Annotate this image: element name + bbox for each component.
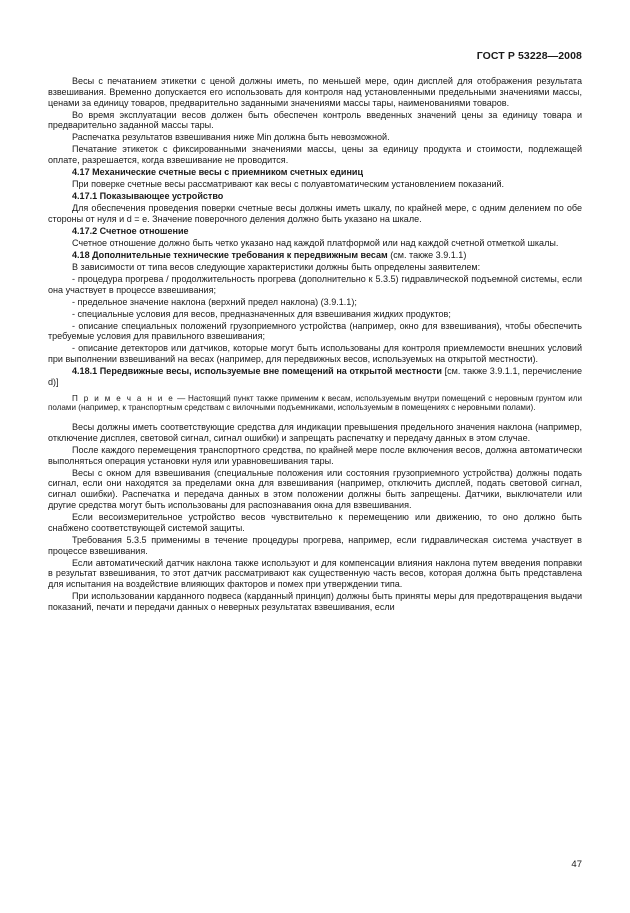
document-body — [48, 76, 582, 614]
section-heading-4-17-2: 4.17.2 Счетное отношение — [72, 225, 189, 236]
list-item: - описание детекторов или датчиков, которые могут быть использованы для контроля приемлемости внешних условий при выполнении взвешиваний на весах (например, для передвижных весов, используемых на открытой местности). — [48, 343, 582, 365]
section-heading-4-17-1: 4.17.1 Показывающее устройство — [72, 191, 224, 202]
paragraph: После каждого перемещения транспортного средства, по крайней мере после включения весов, должна автоматически выполняться операция установки нуля или уравновешивания тары. — [48, 444, 582, 466]
section-heading-4-18-1-title: 4.18.1 Передвижные весы, используемые вне помещений на открытой местности — [72, 366, 442, 377]
note-text: — Настоящий пункт также применим к весам, используемым внутри помещений с неровным грунтом или полами (например, к транспортным средствам с вилочными подъемниками, используемым в помещениях с неровными полами). — [48, 393, 582, 413]
paragraph: При поверке счетные весы рассматривают как весы с полуавтоматическим установлением показаний. — [72, 179, 505, 190]
paragraph: Если весоизмерительное устройство весов чувствительно к перемещению или движению, то оно должно быть снабжено соответствующей системой защиты. — [48, 512, 582, 533]
paragraph: Счетное отношение должно быть четко указано над каждой платформой или над каждой счетной отметкой шкалы. — [72, 237, 559, 248]
section-heading-4-18-1 — [48, 366, 582, 388]
paragraph: Печатание этикеток с фиксированными значениями массы, цены за единицу продукта и стоимости, подлежащей оплате, разрешается, когда взвешивание не проводится. — [48, 144, 582, 166]
section-heading-4-18-title: 4.18 Дополнительные технические требования к передвижным весам — [72, 249, 388, 260]
paragraph: В зависимости от типа весов следующие характеристики должны быть определены заявителем: — [72, 261, 481, 272]
section-heading-4-18 — [48, 250, 582, 261]
section-heading-4-18-1-ref: [см. также 3.9.1.1, перечисление d)] — [48, 366, 583, 387]
document-id-header: ГОСТ Р 53228—2008 — [476, 50, 582, 62]
paragraph: Требования 5.3.5 применимы в течение процедуры прогрева, например, если гидравлическая система участвует в процессе взвешивания. — [48, 534, 582, 556]
section-heading-4-18-ref: (см. также 3.9.1.1) — [387, 249, 467, 260]
list-item: - предельное значение наклона (верхний предел наклона) (3.9.1.1); — [72, 296, 357, 307]
list-item: - описание специальных положений грузоприемного устройства (например, окно для взвешивания), чтобы обеспечить требуемые условия для правильного взвешивания; — [48, 320, 582, 342]
paragraph: Распечатка результатов взвешивания ниже Min должна быть невозможной. — [72, 132, 390, 143]
note-paragraph — [48, 394, 582, 413]
paragraph: Для обеспечения проведения поверки счетные весы должны иметь шкалу, по крайней мере, с одним делением по обе стороны от нуля и d = e. Значение поверочного деления должно быть указано на шкале. — [48, 203, 582, 224]
paragraph: Весы с печатанием этикетки с ценой должны иметь, по меньшей мере, один дисплей для отображения результата взвешивания. Временно допускается его использовать для контроля над установленными предельными значениями массы, ценами за единицу товаров, предварительно заданными значениями массы тары, наименованиями товаров. — [48, 76, 582, 108]
paragraph: Если автоматический датчик наклона также используют и для компенсации влияния наклона путем введения поправки в результат взвешивания, то этот датчик рассматривают как существенную часть весов, которая должна быть представлена для испытания на воздействие влияющих факторов и помех при утверждении типа. — [48, 557, 582, 590]
note-label: П р и м е ч а н и е — [72, 393, 175, 403]
list-item: - специальные условия для весов, предназначенных для взвешивания жидких продуктов; — [72, 308, 451, 319]
paragraph: Весы должны иметь соответствующие средства для индикации превышения предельного значения наклона (например, отключение дисплея, световой сигнал, сигнал ошибки) и запрещать распечатку и передачу данных в этом случае. — [48, 422, 582, 443]
list-item: - процедура прогрева / продолжительность прогрева (дополнительно к 5.3.5) гидравлической подъемной системы, если она участвует в процессе взвешивания; — [48, 273, 582, 295]
paragraph: Во время эксплуатации весов должен быть обеспечен контроль введенных значений цены за единицу товара и предварительно заданной массы тары. — [48, 109, 582, 131]
paragraph: Весы с окном для взвешивания (специальные положения или состояния грузоприемного устройства) должны подать сигнал, если они находятся за пределами окна для взвешивания (например, отключить дисплей, подать световой сигнал, сигнал ошибки). Распечатка и передача данных в этом положении должны быть запрещены. Датчики, выключатели или другие средства могут быть использованы для распознавания окна для взвешивания. — [48, 467, 582, 511]
page-number: 47 — [571, 859, 582, 870]
paragraph: При использовании карданного подвеса (карданный принцип) должны быть приняты меры для предотвращения выдачи показаний, печати и передачи данных о неверных результатах взвешивания, если — [48, 591, 582, 612]
section-heading-4-17: 4.17 Механические счетные весы с приемником счетных единиц — [72, 167, 364, 178]
